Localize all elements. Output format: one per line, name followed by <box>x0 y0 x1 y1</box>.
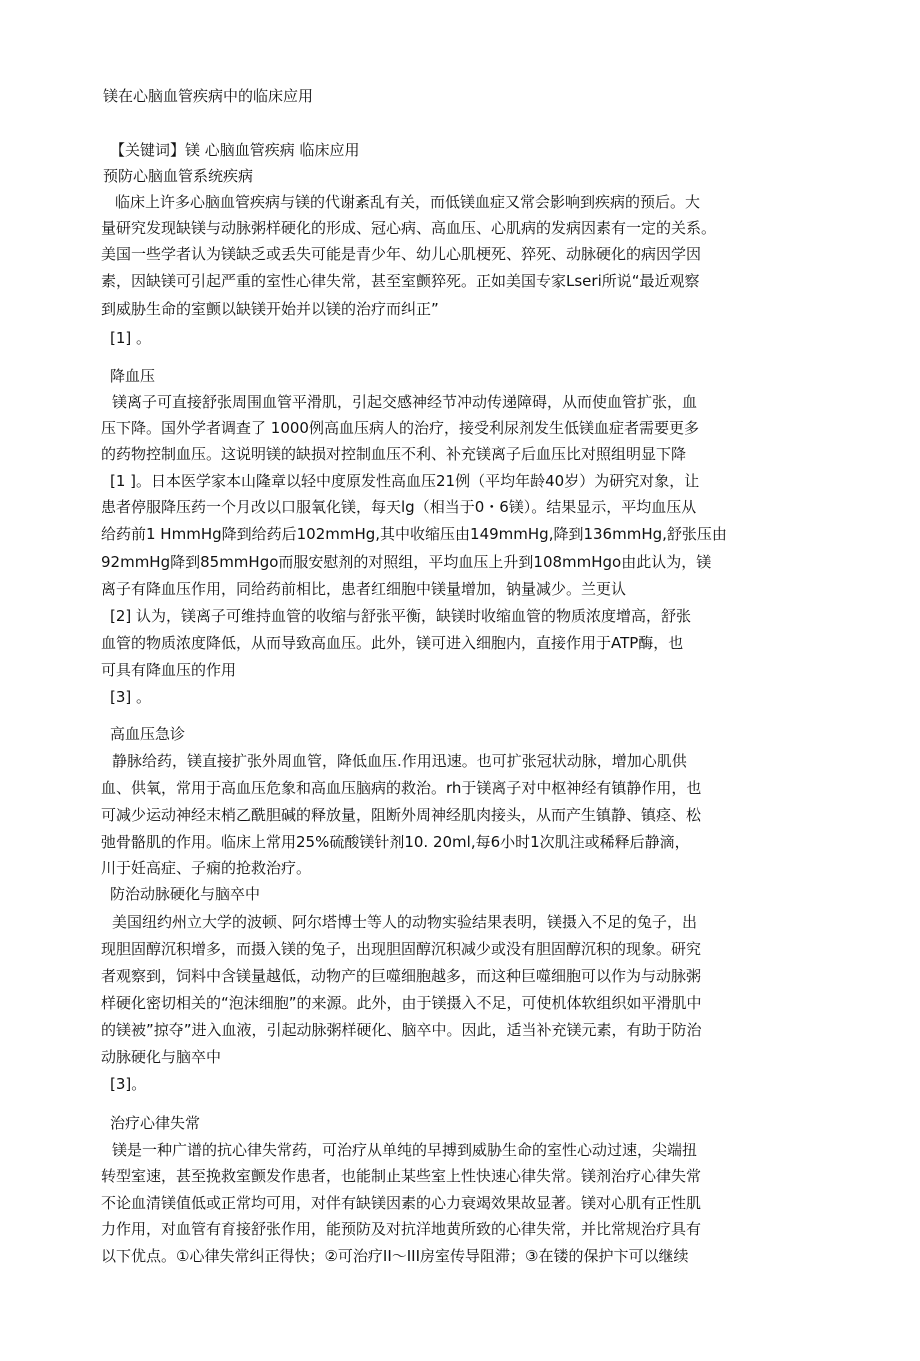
paragraph-line: 给药前1 HmmHg降到给药后102mmHg,其中收缩压由149mmHg,降到136mmHg,舒张压由 <box>101 525 727 543</box>
paragraph-line: 静脉给药，镁直接扩张外周血管，降低血压.作用迅速。也可扩张冠状动脉，增加心肌供 <box>112 752 687 770</box>
paragraph-line: 血、供氧，常用于高血压危象和高血压脑病的救治。rh于镁离子对中枢神经有镇静作用，也 <box>101 779 702 797</box>
paragraph-line: 离子有降血压作用，同给药前相比，患者红细胞中镁量增加，钠量减少。兰更认 <box>101 580 627 598</box>
section-heading: 降血压 <box>110 367 156 385</box>
paragraph-line: 临床上许多心脑血管疾病与镁的代谢紊乱有关，而低镁血症又常会影响到疾病的预后。大 <box>115 193 701 211</box>
paragraph-line: 不论血清镁值低或正常均可用，对伴有缺镁因素的心力衰竭效果故显著。镁对心肌有正性肌 <box>101 1194 702 1212</box>
paragraph-line: [1 ]。日本医学家本山隆章以轻中度原发性高血压21例（平均年龄40岁）为研究对象，让 <box>110 472 700 490</box>
paragraph-line: 者观察到，饲料中含镁量越低，动物产的巨噬细胞越多，而这种巨噬细胞可以作为与动脉粥 <box>101 967 702 985</box>
section-heading: 防治动脉硬化与脑卒中 <box>110 885 261 903</box>
paragraph-line: 镁离子可直接舒张周围血管平滑肌，引起交感神经节冲动传递障碍，从而使血管扩张，血 <box>112 393 698 411</box>
paragraph-line: 量研究发现缺镁与动脉粥样硬化的形成、冠心病、高血压、心肌病的发病因素有一定的关系。 <box>101 219 717 237</box>
paragraph-line: 患者停服降压药一个月改以口服氧化镁，每天lg（相当于0・6镁）。结果显示，平均血压从 <box>101 498 697 516</box>
paragraph-line: 样硬化密切相关的“泡沫细胞”的来源。此外，由于镁摄入不足，可使机体软组织如平滑肌中 <box>101 994 702 1012</box>
citation-ref: [1] 。 <box>110 329 152 347</box>
paragraph-line: 现胆固醇沉积增多，而摄入镁的兔子，出现胆固醇沉积减少或没有胆固醇沉积的现象。研究 <box>101 940 702 958</box>
paragraph-line: 动脉硬化与脑卒中 <box>101 1048 222 1066</box>
paragraph-line: 可减少运动神经末梢乙酰胆碱的释放量，阻断外周神经肌肉接头，从而产生镇静、镇痉、松 <box>101 806 702 824</box>
paragraph-line: 92mmHg降到85mmHgo而服安慰剂的对照组，平均血压上升到108mmHgo由此认为，镁 <box>101 553 712 571</box>
section-heading: 治疗心律失常 <box>110 1114 201 1132</box>
paragraph-line: 的镁被”掠夺”进入血液，引起动脉粥样硬化、脑卒中。因此，适当补充镁元素，有助于防治 <box>101 1021 702 1039</box>
paragraph-line: 美国纽约州立大学的波顿、阿尔塔博士等人的动物实验结果表明，镁摄入不足的兔子，出 <box>112 913 698 931</box>
paragraph-line: [2] 认为，镁离子可维持血管的收缩与舒张平衡，缺镁时收缩血管的物质浓度增高，舒张 <box>110 607 692 625</box>
section-heading: 预防心脑血管系统疾病 <box>103 167 254 185</box>
citation-ref: [3] 。 <box>110 688 152 706</box>
paragraph-line: 压下降。国外学者调查了 1000例高血压病人的治疗，接受利尿剂发生低镁血症者需要更多 <box>101 419 699 437</box>
paragraph-line: 血管的物质浓度降低，从而导致高血压。此外，镁可进入细胞内，直接作用于ATP酶，也 <box>101 634 684 652</box>
document-title: 镁在心脑血管疾病中的临床应用 <box>103 87 314 105</box>
paragraph-line: 到威胁生命的室颤以缺镁开始并以镁的治疗而纠正” <box>101 300 439 318</box>
paragraph-line: 以下优点。①心律失常纠正得快；②可治疗II～III房室传导阻滞；③在镂的保护卞可以继续 <box>101 1247 689 1265</box>
paragraph-line: 美国一些学者认为镁缺乏或丢失可能是青少年、幼儿心肌梗死、猝死、动脉硬化的病因学因 <box>101 245 702 263</box>
paragraph-line: 可具有降血压的作用 <box>101 661 237 679</box>
paragraph-line: 川于妊高症、子痫的抢救治疗。 <box>101 859 312 877</box>
paragraph-line: 的药物控制血压。这说明镁的缺损对控制血压不利、补充镁离子后血压比对照组明显下降 <box>101 445 687 463</box>
paragraph-line: 转型室速，甚至挽救室颤发作患者，也能制止某些室上性快速心律失常。镁剂治疗心律失常 <box>101 1167 702 1185</box>
keywords-line: 【关键词】镁 心脑血管疾病 临床应用 <box>110 141 360 159</box>
paragraph-line: 弛骨骼肌的作用。临床上常用25%硫酸镁针剂10. 20ml,每6小时1次肌注或稀释后静滴， <box>101 833 690 851</box>
citation-ref: [3]。 <box>110 1075 147 1093</box>
paragraph-line: 素，因缺镁可引起严重的室性心律失常，甚至室颤猝死。正如美国专家Lseri所说“最近观察 <box>101 272 700 290</box>
section-heading: 高血压急诊 <box>110 725 186 743</box>
paragraph-line: 镁是一种广谱的抗心律失常药，可治疗从单纯的早搏到威胁生命的室性心动过速，尖端扭 <box>112 1141 698 1159</box>
paragraph-line: 力作用，对血管有育接舒张作用，能预防及对抗洋地黄所致的心律失常，并比常规治疗具有 <box>101 1220 702 1238</box>
